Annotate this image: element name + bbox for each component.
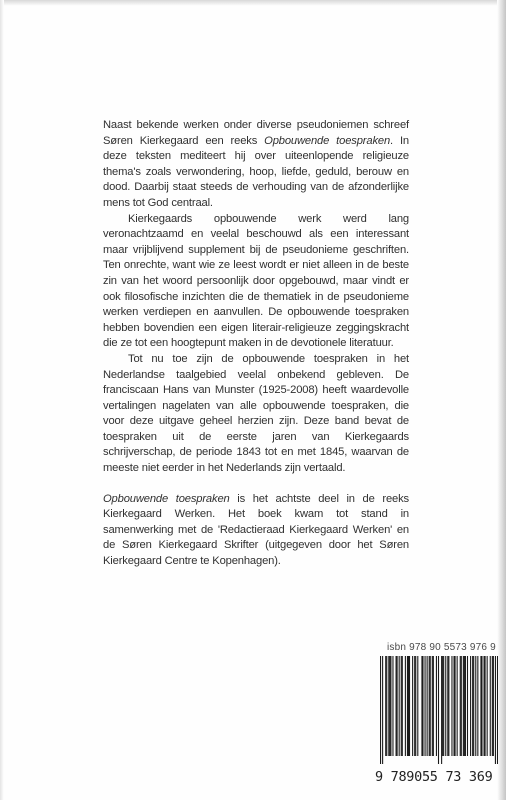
blurb-paragraph-2: Kierkegaards opbouwende werk werd lang veronachtzaamd en veelal beschouwd als een interessant maar vrijblijvend supplement bij de pseudonieme geschriften. Ten onrechte, want wie ze leest wordt er niet alleen in de beste zin van het woord persoonlijk door opgebouwd, maar vindt er ook filosofische inzichten die de thematiek in de pseudonieme werken verdiepen en aanvullen. De opbouwende toespraken hebben bovendien een eigen literair-religieuze zeggingskracht die ze tot een hoogtepunt maken in de devotionele literatuur. <box>103 212 409 350</box>
barcode-bar <box>386 656 387 756</box>
scan-edge-right <box>497 0 506 800</box>
barcode-bar <box>463 656 464 756</box>
barcode-bar <box>385 656 386 756</box>
barcode-bar <box>464 656 465 756</box>
barcode-bar <box>490 656 491 756</box>
barcode-bar <box>447 656 448 756</box>
barcode-bar <box>493 656 494 756</box>
barcode-bar <box>497 656 498 764</box>
barcode-bar <box>485 656 486 756</box>
barcode-bar <box>405 656 406 756</box>
barcode-bar <box>451 656 452 756</box>
barcode-bar <box>408 656 409 756</box>
barcode-bar <box>415 656 416 756</box>
ean-digits: 9 789055 73 369 <box>375 769 493 785</box>
barcode-bar <box>473 656 474 756</box>
scan-edge-top <box>0 0 506 6</box>
barcode-bar <box>475 656 476 756</box>
scan-edge-left <box>0 0 4 800</box>
barcode-bar <box>433 656 434 756</box>
barcode-bar <box>484 656 485 756</box>
barcode-bar <box>477 656 478 756</box>
barcode-bar <box>389 656 390 756</box>
barcode-bar <box>460 656 461 756</box>
barcode-bar <box>388 656 389 756</box>
barcode-bar <box>461 656 462 756</box>
book-title: Opbouwende toespraken <box>103 492 230 505</box>
barcode-bar <box>421 656 422 756</box>
barcode-bar <box>402 656 403 756</box>
barcode-bar <box>472 656 473 756</box>
barcode-bar <box>380 656 381 764</box>
barcode-bar <box>396 656 397 756</box>
barcode-bar <box>407 656 408 756</box>
barcode-bar <box>436 656 437 756</box>
barcode-bar <box>495 656 496 764</box>
barcode-bar <box>430 656 431 756</box>
barcode-bar <box>481 656 482 756</box>
barcode-bar <box>457 656 458 756</box>
ean-barcode <box>380 656 498 764</box>
barcode-bar <box>448 656 449 756</box>
barcode-bar <box>412 656 413 756</box>
barcode-bar <box>399 656 400 756</box>
blurb-paragraph-1: Naast bekende werken onder diverse pseudoniemen schreef Søren Kierkegaard een reeks Opbouwende toespraken. In deze teksten mediteert hij over uiteenlopende religieuze thema's zoals verwondering, hoop, liefde, geduld, berouw en dood. Daarbij staat steeds de verhouding van de afzonderlijke mens tot God centraal. <box>103 119 409 209</box>
book-title: Opbouwende toespraken <box>264 134 391 147</box>
barcode-bar <box>432 656 433 756</box>
barcode-bar <box>417 656 418 756</box>
isbn-label: isbn 978 90 5573 976 9 <box>387 642 496 653</box>
barcode-bar <box>425 656 426 756</box>
barcode-bar <box>453 656 454 756</box>
barcode-bar <box>422 656 423 756</box>
barcode-bar <box>392 656 393 756</box>
barcode-bar <box>427 656 428 756</box>
barcode-bar <box>390 656 391 756</box>
barcode-bar <box>442 656 443 756</box>
barcode-bar <box>487 656 488 756</box>
barcode-bar <box>401 656 402 756</box>
barcode-bar <box>397 656 398 756</box>
barcode-bar <box>438 656 439 764</box>
barcode-bar <box>470 656 471 756</box>
barcode-bar <box>441 656 442 764</box>
barcode-bar <box>414 656 415 756</box>
barcode-bar <box>429 656 430 756</box>
blurb-paragraph-4: Opbouwende toespraken is het achtste deel in de reeks Kierkegaard Werken. Het boek kwam tot stand in samenwerking met de 'Redactieraad Kierkegaard Werken' en de Søren Kierkegaard Skrifter (uitgegeven door het Søren Kierkegaard Centre te Kopenhagen). <box>103 492 409 568</box>
barcode-bar <box>492 656 493 756</box>
barcode-bar <box>455 656 456 756</box>
barcode-bar <box>382 656 383 764</box>
barcode-bar <box>467 656 468 756</box>
barcode-bar <box>443 656 444 756</box>
barcode-bar <box>480 656 481 756</box>
cover-blurb <box>103 118 409 570</box>
blurb-paragraph-3: Tot nu toe zijn de opbouwende toespraken in het Nederlandse taalgebied veelal onbekend gebleven. De franciscaan Hans van Munster (1925-2008) heeft waardevolle vertalingen nagelaten van alle opbouwende toespraken, die voor deze uitgave geheel herzien zijn. Deze band bevat de toespraken uit de eerste jaren van Kierkegaards schrijverschap, de periode 1843 tot en met 1845, waarvan de meeste niet eerder in het Nederlands zijn vertaald. <box>103 352 409 475</box>
barcode-bar <box>409 656 410 756</box>
barcode-bar <box>465 656 466 756</box>
barcode-bar <box>445 656 446 756</box>
